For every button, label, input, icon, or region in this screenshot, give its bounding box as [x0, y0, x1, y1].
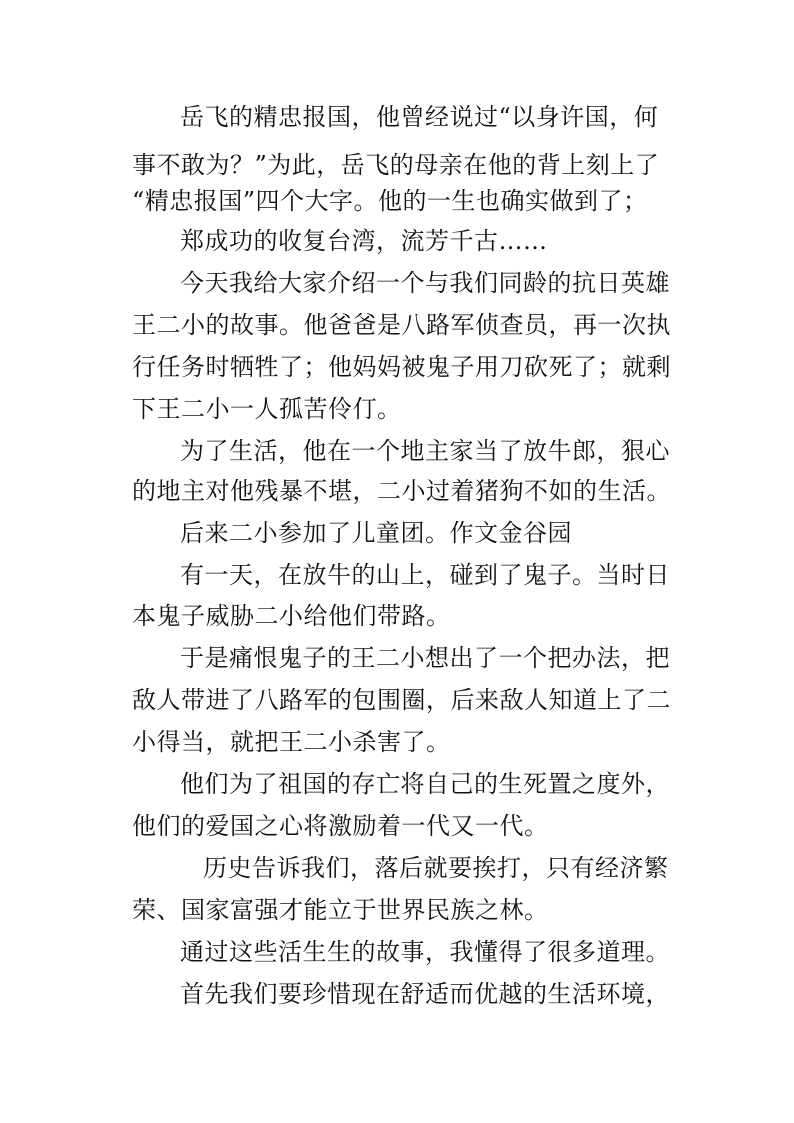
paragraph-line: 郑成功的收复台湾，流芳千古…… [180, 227, 548, 255]
paragraph-line: 历史告诉我们，落后就要挨打，只有经济繁 [203, 854, 669, 882]
paragraph-line: 小得当，就把王二小杀害了。 [132, 728, 451, 756]
paragraph-line: 他们的爱国之心将激励着一代又一代。 [132, 812, 549, 840]
paragraph-line: 荣、国家富强才能立于世界民族之林。 [132, 896, 549, 924]
paragraph-line: 行任务时牺牲了；他妈妈被鬼子用刀砍死了；就剩 [132, 353, 671, 381]
paragraph-line: 王二小的故事。他爸爸是八路军侦查员，再一次执 [132, 311, 671, 339]
paragraph-line: 事不敢为？”为此，岳飞的母亲在他的背上刻上了 [132, 151, 660, 179]
paragraph-line: 有一天，在放牛的山上，碰到了鬼子。当时日 [180, 561, 670, 589]
paragraph-line: 的地主对他残暴不堪，二小过着猪狗不如的生活。 [132, 477, 671, 505]
paragraph-line: 通过这些活生生的故事，我懂得了很多道理。 [180, 938, 670, 966]
paragraph-line: 为了生活，他在一个地主家当了放牛郎，狠心 [180, 437, 670, 465]
paragraph-line: 本鬼子威胁二小给他们带路。 [132, 602, 451, 630]
paragraph-line: 他们为了祖国的存亡将自己的生死置之度外， [180, 770, 670, 798]
paragraph-line: 首先我们要珍惜现在舒适而优越的生活环境， [180, 980, 670, 1008]
paragraph-line: 后来二小参加了儿童团。作文金谷园 [180, 519, 572, 547]
paragraph-line: 岳飞的精忠报国，他曾经说过“以身许国，何 [180, 103, 659, 131]
paragraph-line: 今天我给大家介绍一个与我们同龄的抗日英雄 [180, 269, 670, 297]
paragraph-line: 下王二小一人孤苦伶仃。 [132, 395, 402, 423]
paragraph-line: 敌人带进了八路军的包围圈，后来敌人知道上了二 [132, 686, 671, 714]
paragraph-line: “精忠报国”四个大字。他的一生也确实做到了； [132, 187, 648, 215]
paragraph-line: 于是痛恨鬼子的王二小想出了一个把办法，把 [180, 644, 670, 672]
